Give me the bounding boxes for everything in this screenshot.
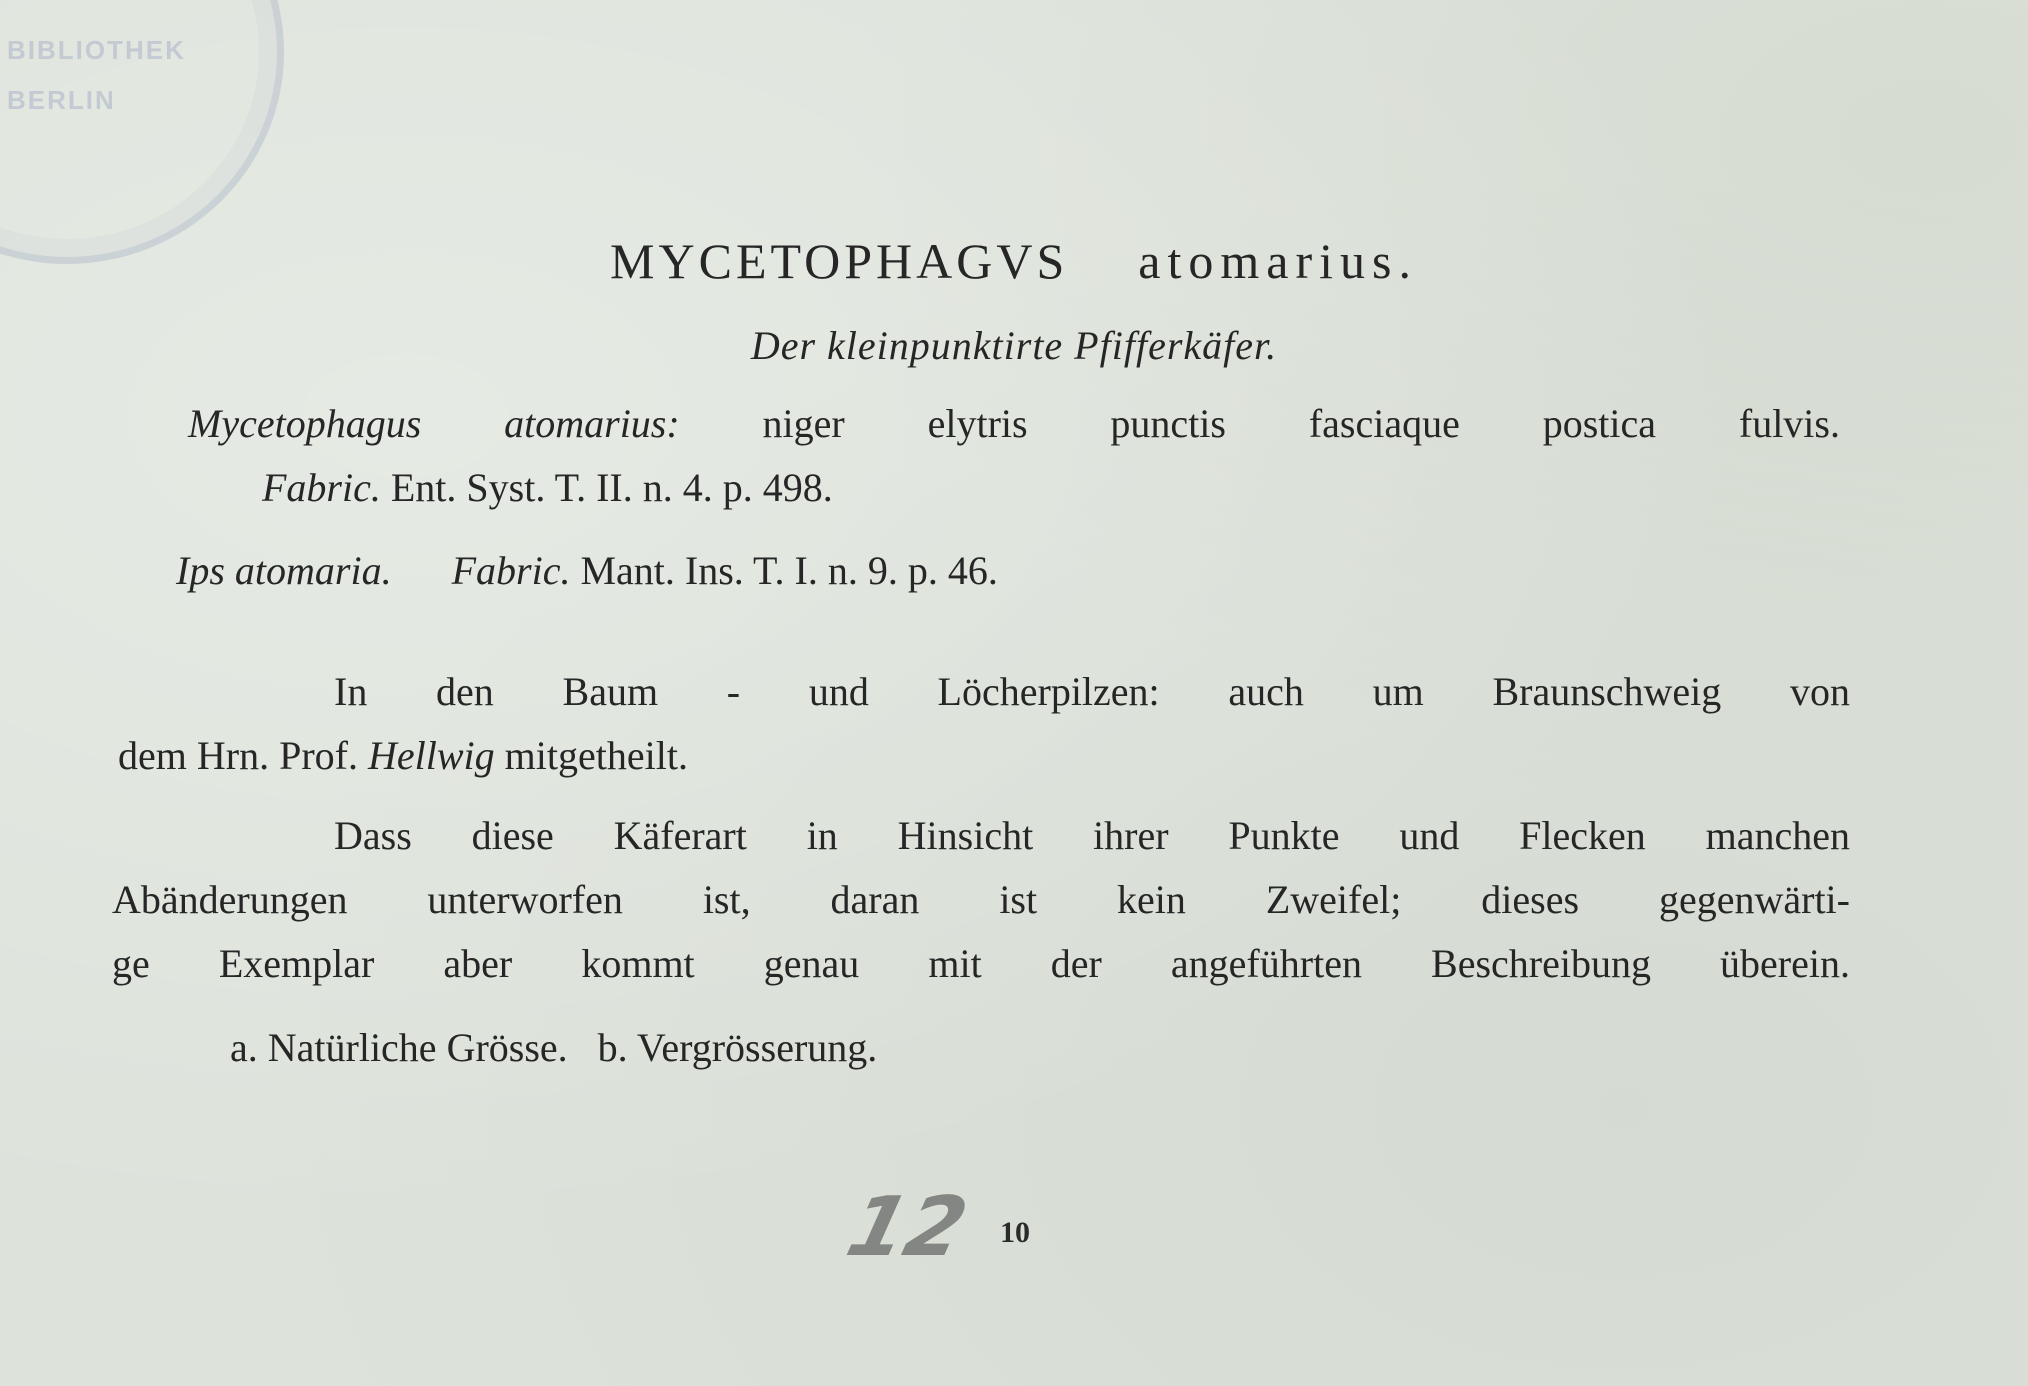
paragraph-1-line-2 [118,732,688,779]
paragraph-1-person: Hellwig [367,733,495,778]
stamp-text-line1: BIBLIOTHEK [7,35,186,65]
reference-3-text: Mant. Ins. T. I. n. 9. p. 46. [580,548,998,593]
reference-line-1 [188,400,1840,447]
reference-line-2 [262,464,833,511]
plate-note: a. Natürliche Grösse. b. Vergrösserung. [230,1025,878,1070]
paragraph-1-line-1: In den Baum - und Löcherpilzen: auch um Braunschweig von [334,669,1850,714]
reference-1-text: niger elytris punctis fasciaque postica fulvis. [762,401,1840,446]
page-subtitle: Der kleinpunktirte Pfifferkäfer. [750,323,1278,368]
library-stamp [0,0,284,264]
page-number: 10 [1000,1216,1030,1249]
paragraph-2-line-3: ge Exemplar aber kommt genau mit der angeführten Beschreibung überein. [112,941,1850,986]
reference-2-text: Ent. Syst. T. II. n. 4. p. 498. [390,465,833,510]
title-genus: MYCETOPHAGVS [610,233,1069,289]
paragraph-2-line-2: Abänderungen unterworfen ist, daran ist kein Zweifel; dieses gegenwärti- [112,877,1850,922]
paragraph-2-line-1: Dass diese Käferart in Hinsicht ihrer Punkte und Flecken manchen [334,813,1850,858]
paragraph-1-pre: dem Hrn. Prof. [118,733,358,778]
stamp-text-line2: BERLIN [7,85,116,115]
reference-3-author: Fabric. [451,548,571,593]
paragraph-1-post: mitgetheilt. [504,733,688,778]
title-species: atomarius. [1138,233,1418,289]
handwritten-number: 12 [838,1180,976,1275]
reference-2-author: Fabric. [262,465,381,510]
reference-line-3 [176,547,998,594]
reference-1-name: Mycetophagus atomarius: [188,401,680,446]
page-title [0,232,2028,290]
reference-3-name: Ips atomaria. [176,548,392,593]
